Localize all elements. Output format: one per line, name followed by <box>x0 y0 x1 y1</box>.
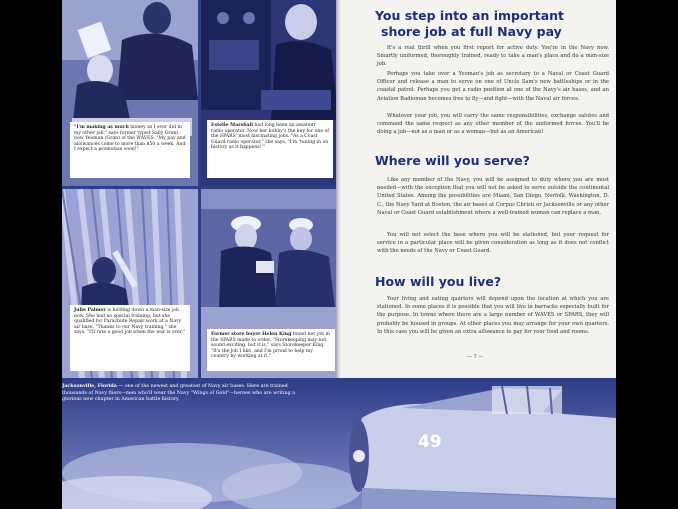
heading-shore-job-line1: You step into an important <box>375 8 565 23</box>
paragraph-5: You will not select the base where you will be stationed, but your request for service in a particular place will be given consideration as long as it does not conflict with the needs of the Navy or Coast Guard. <box>377 232 609 255</box>
caption-parachute-bold: Julie Palmer <box>74 308 106 313</box>
heading-shore-job <box>375 8 615 40</box>
paragraph-2: Perhaps you take over a Yeoman's job as secretary to a Naval or Coast Guard Officer and release a man to serve on one of Uncle Sam's new battleships or in the coastal patrol. Perhaps you get a radio position at one of the Navy's air bases, and an Aviation Radioman becomes free to fly—and fight—with the Naval air forces. <box>377 71 609 102</box>
caption-jacksonville-text: — one of the newest and greatest of Navy air bases. Here are trained thousands of Navy fliers—men who'll wear the Navy "Wings of Gold"—heroes who are writing a glorious new chapter in American battle history. <box>62 384 296 403</box>
left-page <box>62 0 339 378</box>
caption-yeoman <box>70 122 190 178</box>
caption-yeoman-bold: "I'm making as much <box>74 125 129 130</box>
photo-radio <box>201 0 339 186</box>
caption-radio <box>207 120 333 178</box>
caption-storekeeper-bold: Former store buyer Helen King <box>211 332 292 337</box>
caption-parachute <box>70 305 190 371</box>
left-letterbox <box>0 0 62 509</box>
page-number: — 7 — <box>467 354 484 360</box>
heading-shore-job-line2: shore job at full Navy pay <box>381 24 562 39</box>
photo-parachute <box>62 189 198 378</box>
photo-yeoman <box>62 0 198 186</box>
heading-where-serve: Where will you serve? <box>375 153 530 168</box>
caption-yeoman-text: money as I ever did in my other job," says former typist Sally Grant, now Yeoman (Gran) of the WAVES. "My pay and allowances come to more than $50 a week. And I expect a promotion soon!" <box>74 125 186 153</box>
page-gutter <box>336 0 341 378</box>
paragraph-4: Like any member of the Navy, you will be assigned to duty where you are most needed—with the exception that you will not be asked to serve outside the continental United States. Among the possibilities are Miami, San Diego, Norfolk, Washington, D. C., the Navy Yard at Boston, the air bases at Corpus Christi or Jacksonville or any other Naval or Coast Guard establishment where a well-trained woman can replace a man. <box>377 177 609 216</box>
photo-storekeeper <box>201 189 339 378</box>
caption-radio-text: had long been an amateur radio operator. Now her hobby's the key for one of the SPARS' most fascinating jobs. "As a Coast Guard radio operator," she says, "I'm 'tuning in on history as it happens!'" <box>211 123 329 151</box>
caption-storekeeper-text: found her job in the SPARS made to order. "Storekeeping may not sound exciting, but it is," says Storekeeper King. "It's the job I like, and I'm proud to help my country by working at it." <box>211 332 330 360</box>
paragraph-1: It's a real thrill when you first report for active duty. You're in the Navy now. Smartly uniformed, thoroughly trained, ready to take a man's place and do a man-size job. <box>377 45 609 68</box>
caption-jacksonville-bold: Jacksonville, Florida <box>62 383 117 389</box>
caption-radio-bold: Estelle Marshall <box>211 123 254 128</box>
plane-number: 49 <box>418 432 442 452</box>
caption-jacksonville <box>62 383 298 404</box>
right-letterbox <box>616 0 678 509</box>
caption-storekeeper <box>207 329 335 371</box>
caption-parachute-text: is holding down a man-size job now. She had no special training, but she qualified for Parachute Repair work at a Navy air base. "Thanks to our Navy training," she says, "I'll rate a good job when the war is over." <box>74 308 186 336</box>
paragraph-6: Your living and eating quarters will depend upon the location at which you are stationed. In some places it is possible that you will live in barracks especially built for the purpose. In towns where there are a large number of WAVES or SPARS, they will probably be housed in groups. At other places you may arrange for your own quarters. In this case you will be given an extra allowance to pay for your food and rooms. <box>377 296 609 335</box>
heading-how-live: How will you live? <box>375 274 502 289</box>
paragraph-3: Whatever your job, you will carry the same responsibilities, exchange salutes and command the same respect as any other member of the uniformed forces. You'll be doing a job—not as a man or as a woman—but as an American! <box>377 113 609 136</box>
right-page <box>339 0 616 378</box>
